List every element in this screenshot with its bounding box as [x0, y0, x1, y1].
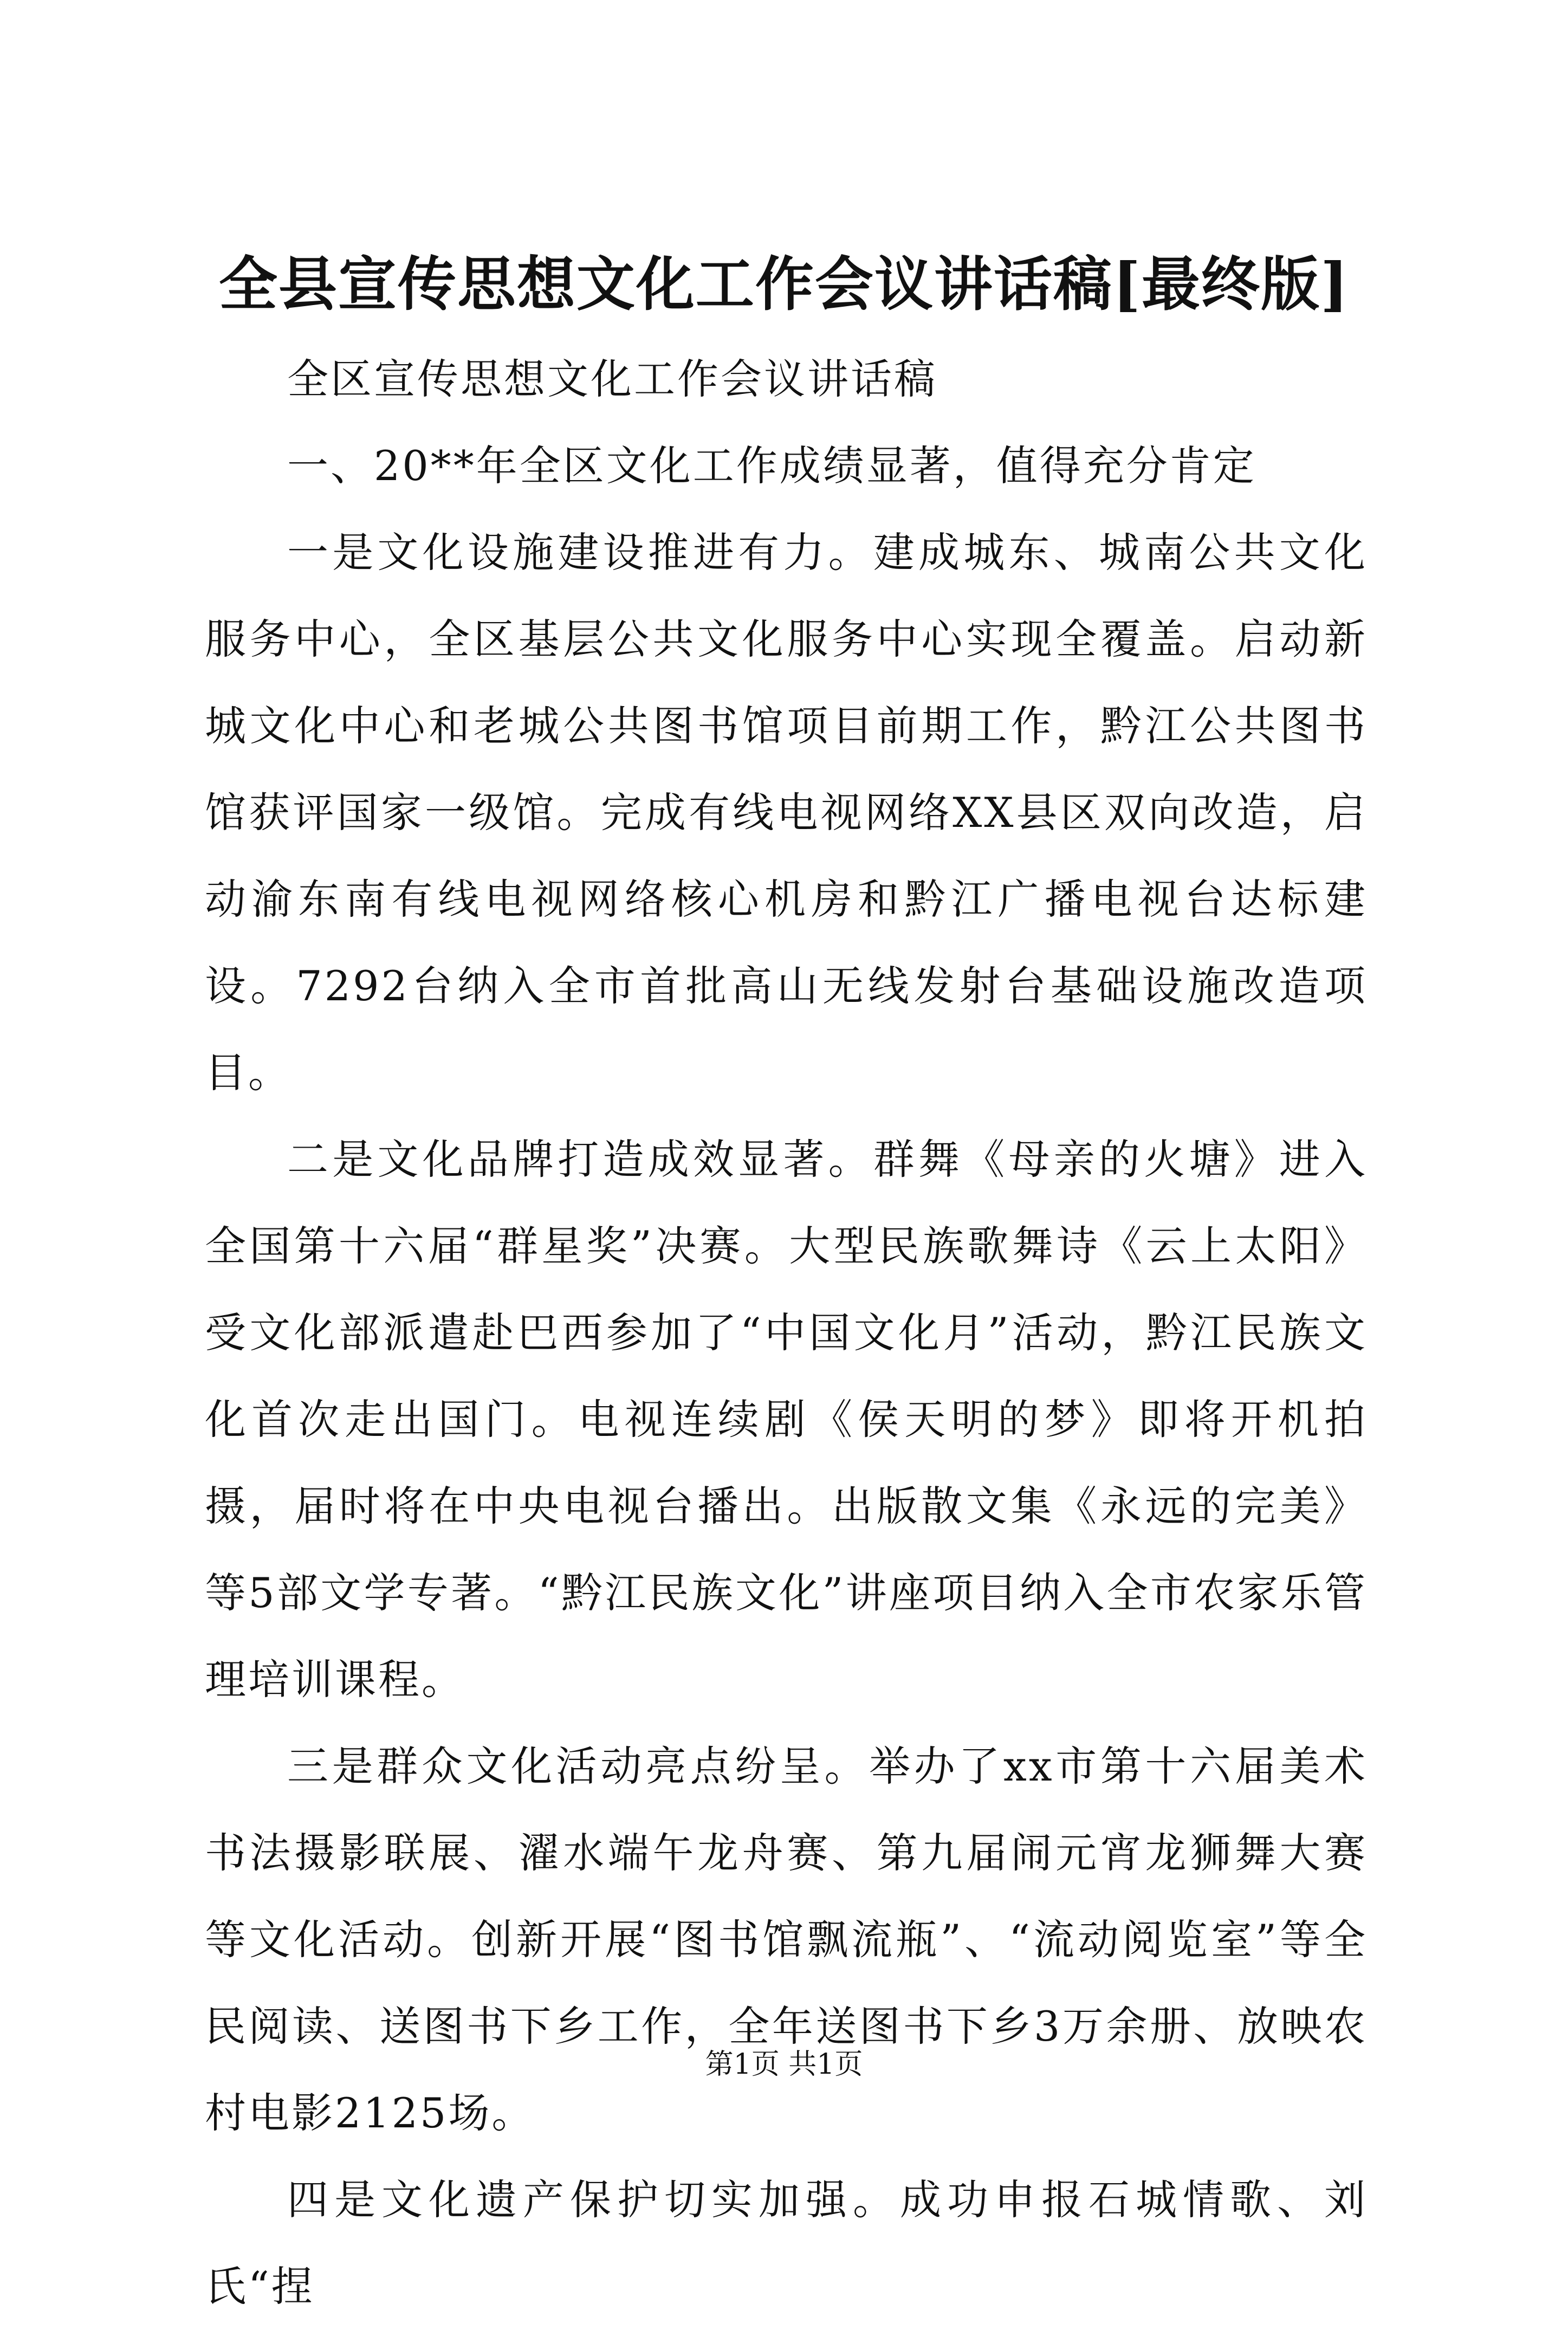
- document-title: 全县宣传思想文化工作会议讲话稿[最终版]: [218, 250, 1350, 319]
- body-paragraph-3: 三是群众文化活动亮点纷呈。举办了xx市第十六届美术书法摄影联展、濯水端午龙舟赛、第九届闹元宵龙狮舞大赛等文化活动。创新开展“图书馆飘流瓶”、“流动阅览室”等全民阅读、送图书下乡工作，全年送图书下乡3万余册、放映农村电影2125场。: [205, 1742, 1368, 2137]
- document-body: [205, 336, 1368, 2330]
- body-paragraph-2: 二是文化品牌打造成效显著。群舞《母亲的火塘》进入全国第十六届“群星奖”决赛。大型民族歌舞诗《云上太阳》受文化部派遣赴巴西参加了“中国文化月”活动，黔江民族文化首次走出国门。电视连续剧《侯天明的梦》即将开机拍摄，届时将在中央电视台播出。出版散文集《永远的完美》等5部文学专著。“黔江民族文化”讲座项目纳入全市农家乐管理培训课程。: [205, 1135, 1368, 1704]
- page-footer: 第1页 共1页: [705, 2048, 863, 2081]
- body-paragraph-1: 一是文化设施建设推进有力。建成城东、城南公共文化服务中心，全区基层公共文化服务中心实现全覆盖。启动新城文化中心和老城公共图书馆项目前期工作，黔江公共图书馆获评国家一级馆。完成有线电视网络XX县区双向改造，启动渝东南有线电视网络核心机房和黔江广播电视台达标建设。7292台纳入全市首批高山无线发射台基础设施改造项目。: [205, 528, 1368, 1097]
- section-heading: 一、20**年全区文化工作成绩显著，值得充分肯定: [287, 442, 1256, 490]
- body-paragraph-4: 四是文化遗产保护切实加强。成功申报石城情歌、刘氏“捏: [205, 2176, 1368, 2310]
- subtitle-paragraph: 全区宣传思想文化工作会议讲话稿: [287, 355, 937, 403]
